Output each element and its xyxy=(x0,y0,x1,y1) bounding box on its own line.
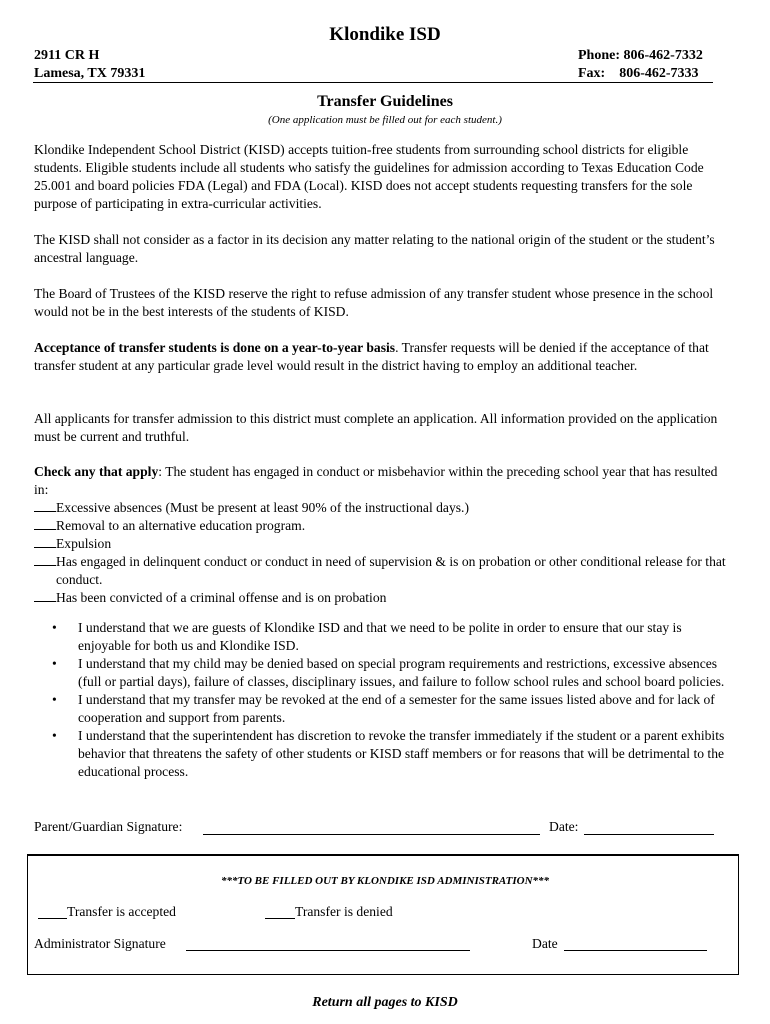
header-rule xyxy=(33,82,713,83)
list-item-text: I understand that the superintendent has discretion to revoke the transfer immediately if the student or a parent exhibits behavior that threatens the safety of other students or KISD staff members or for reasons that will be detrimental to the educational process. xyxy=(78,728,725,779)
list-item xyxy=(52,691,732,727)
checklist-item[interactable] xyxy=(34,589,734,607)
paragraph-text: The Board of Trustees of the KISD reserve the right to refuse admission of any transfer student whose presence in the school would not be in the best interests of the students of KISD. xyxy=(34,286,714,319)
admin-date-field[interactable] xyxy=(564,950,707,951)
address-line-2: Lamesa, TX 79331 xyxy=(34,66,146,81)
check-blank[interactable] xyxy=(34,535,56,548)
acknowledgement-list xyxy=(52,619,732,781)
transfer-denied-label: Transfer is denied xyxy=(295,904,393,919)
transfer-accepted-label: Transfer is accepted xyxy=(67,904,176,919)
checklist-item-label: Removal to an alternative education program. xyxy=(56,518,306,533)
check-blank[interactable] xyxy=(34,517,56,530)
list-item-text: I understand that we are guests of Klondike ISD and that we need to be polite in order to ensure that our stay is enjoyable for both us and Klondike ISD. xyxy=(78,620,682,653)
list-item-text: I understand that my transfer may be revoked at the end of a semester for the same issues listed above and for lack of cooperation and support from parents. xyxy=(78,692,715,725)
checklist xyxy=(34,499,734,607)
paragraph-text: The KISD shall not consider as a factor in its decision any matter relating to the national origin of the student or the student’s ancestral language. xyxy=(34,232,715,265)
checklist-item-label: Has engaged in delinquent conduct or conduct in need of supervision & is on probation or other conditional release for that conduct. xyxy=(56,554,726,587)
transfer-accepted-blank[interactable] xyxy=(38,918,67,919)
checklist-item[interactable] xyxy=(34,553,734,589)
document-title: Transfer Guidelines xyxy=(317,93,453,110)
list-item-text: I understand that my child may be denied based on special program requirements and restrictions, excessive absences (full or partial days), failure of classes, disciplinary issues, and failure to follow school rules and school board policies. xyxy=(78,656,725,689)
paragraph-bold-lead: Acceptance of transfer students is done on a year-to-year basis xyxy=(34,340,396,355)
checklist-item[interactable] xyxy=(34,499,734,517)
admin-heading: ***TO BE FILLED OUT BY KLONDIKE ISD ADMINISTRATION*** xyxy=(220,875,550,887)
paragraph-national-origin xyxy=(34,231,734,267)
fax-number: Fax: 806-462-7333 xyxy=(578,66,699,81)
admin-date-label: Date xyxy=(532,936,558,951)
list-item xyxy=(52,727,732,781)
checklist-item-label: Has been convicted of a criminal offense and is on probation xyxy=(56,590,387,605)
check-blank[interactable] xyxy=(34,553,56,566)
bullet-icon: • xyxy=(52,620,57,635)
checklist-item[interactable] xyxy=(34,517,734,535)
admin-signature-label: Administrator Signature xyxy=(34,936,166,951)
checklist-item-label: Expulsion xyxy=(56,536,112,551)
parent-date-field[interactable] xyxy=(584,834,714,835)
bullet-icon: • xyxy=(52,692,57,707)
list-item xyxy=(52,619,732,655)
parent-date-label: Date: xyxy=(549,819,579,834)
paragraph-board-rights xyxy=(34,285,734,321)
parent-signature-field[interactable] xyxy=(203,834,540,835)
checklist-item[interactable] xyxy=(34,535,734,553)
school-name: Klondike ISD xyxy=(329,24,441,45)
check-blank[interactable] xyxy=(34,499,56,512)
paragraph-year-to-year xyxy=(34,339,734,375)
parent-signature-label: Parent/Guardian Signature: xyxy=(34,819,183,834)
footer-note: Return all pages to KISD xyxy=(312,995,458,1010)
paragraph-text: All applicants for transfer admission to this district must complete an application. All information provided on the application must be current and truthful. xyxy=(34,411,718,444)
paragraph-text: Klondike Independent School District (KISD) accepts tuition-free students from surrounding school districts for eligible students. Eligible students include all students who satisfy the guidelines for admission according to Texas Education Code 25.001 and board policies FDA (Legal) and FDA (Local). KISD does not accept students requesting transfers for the sole purpose of participating in extra-curricular activities. xyxy=(34,142,704,211)
admin-signature-field[interactable] xyxy=(186,950,470,951)
checklist-intro-bold: Check any that apply xyxy=(34,464,159,479)
address-line-1: 2911 CR H xyxy=(34,48,100,63)
bullet-icon: • xyxy=(52,656,57,671)
check-blank[interactable] xyxy=(34,589,56,602)
phone-number: Phone: 806-462-7332 xyxy=(578,48,703,63)
bullet-icon: • xyxy=(52,728,57,743)
list-item xyxy=(52,655,732,691)
document-note: (One application must be filled out for each student.) xyxy=(268,114,502,126)
transfer-denied-blank[interactable] xyxy=(265,918,295,919)
paragraph-application xyxy=(34,410,734,446)
checklist-item-label: Excessive absences (Must be present at least 90% of the instructional days.) xyxy=(56,500,469,515)
checklist-intro-text: : The student has engaged in conduct or misbehavior within the preceding school year that has resulted in: xyxy=(34,464,718,497)
paragraph-eligibility xyxy=(34,141,734,213)
checklist-intro xyxy=(34,463,734,499)
paragraph-text: . Transfer requests will be denied if the acceptance of that transfer student at any particular grade level would result in the district having to employ an additional teacher. xyxy=(34,340,709,373)
